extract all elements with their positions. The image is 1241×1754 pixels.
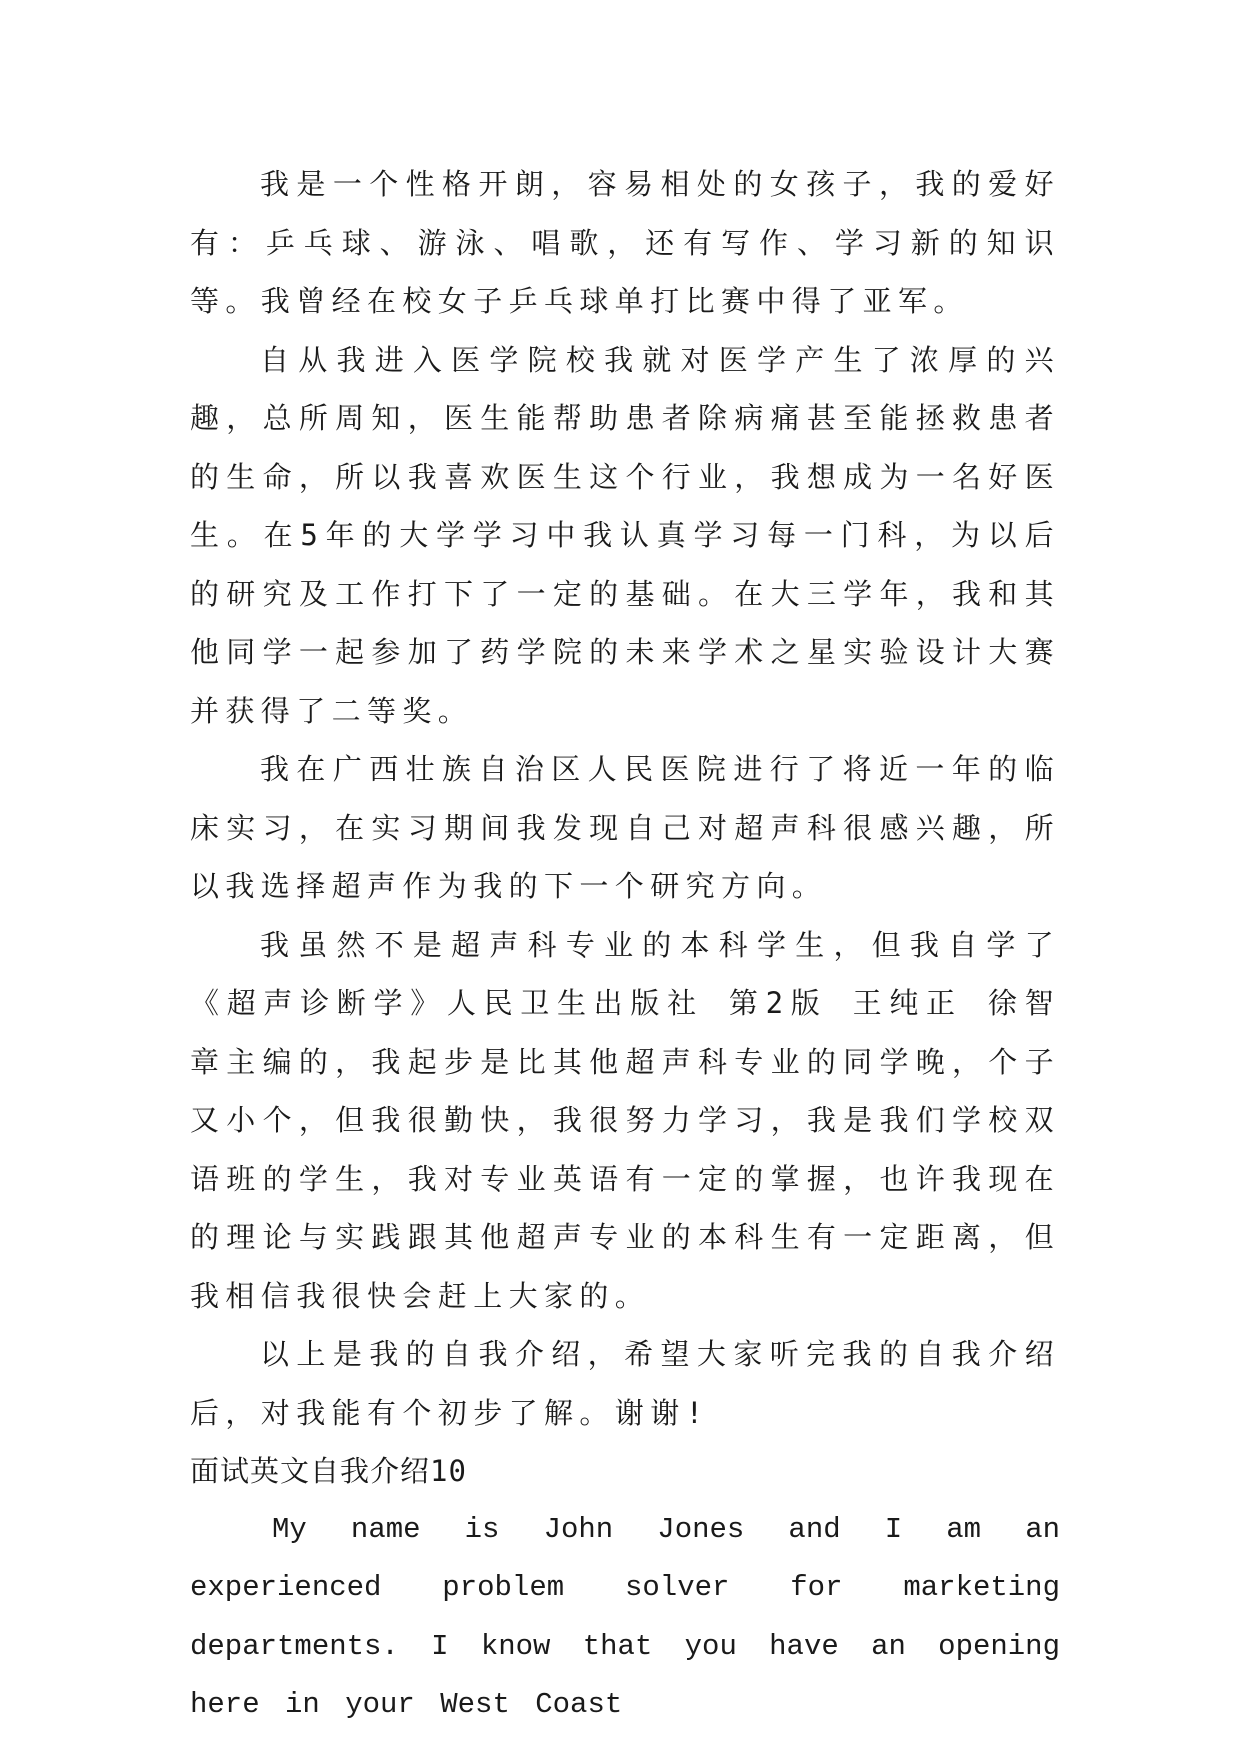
paragraph-hobbies: 我是一个性格开朗，容易相处的女孩子，我的爱好有：乒乓球、游泳、唱歌，还有写作、学习新的知识等。我曾经在校女子乒乓球单打比赛中得了亚军。 — [190, 167, 1060, 318]
paragraph-self-study: 我虽然不是超声科专业的本科学生，但我自学了《超声诊断学》人民卫生出版社 第2版 王纯正 徐智章主编的，我起步是比其他超声科专业的同学晚，个子又小个，但我很勤快，我很努力学习，我是我们学校双语班的学生，我对专业英语有一定的掌握，也许我现在的理论与实践跟其他超声专业的本科生有一定距离，但我相信我很快会赶上大家的。 — [190, 927, 1060, 1313]
paragraph-closing: 以上是我的自我介绍，希望大家听完我的自我介绍后，对我能有个初步了解。谢谢! — [190, 1337, 1060, 1430]
paragraph-medical-interest: 自从我进入医学院校我就对医学产生了浓厚的兴趣，总所周知，医生能帮助患者除病痛甚至能拯救患者的生命，所以我喜欢医生这个行业，我想成为一名好医生。在5年的大学学习中我认真学习每一门科，为以后的研究及工作打下了一定的基础。在大三学年，我和其他同学一起参加了药学院的未来学术之星实验设计大赛并获得了二等奖。 — [190, 342, 1060, 728]
paragraph-english-intro: My name is John Jones and I am an experienced problem solver for marketing departments. I know that you have an opening here in your West Coast — [190, 1512, 1060, 1721]
section-heading: 面试英文自我介绍10 — [190, 1454, 467, 1488]
paragraph-internship: 我在广西壮族自治区人民医院进行了将近一年的临床实习，在实习期间我发现自己对超声科很感兴趣，所以我选择超声作为我的下一个研究方向。 — [190, 752, 1060, 903]
document-page — [190, 155, 1060, 1735]
